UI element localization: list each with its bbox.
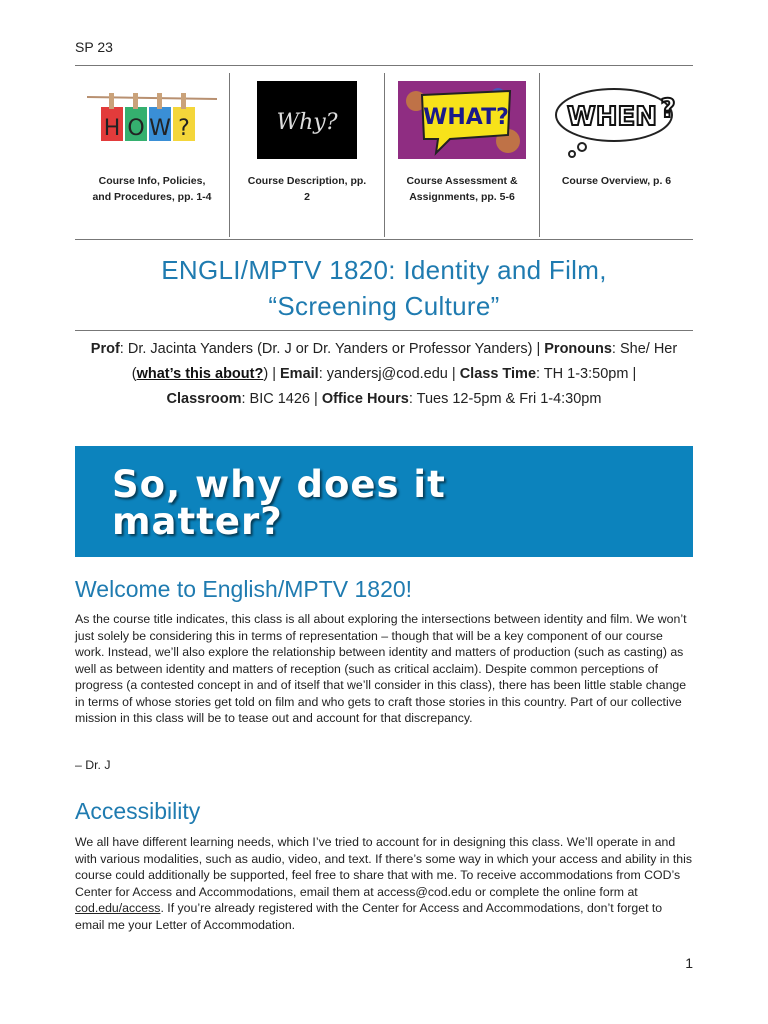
pronouns-link[interactable]: what’s this about? (136, 366, 264, 382)
email-label: Email (280, 366, 319, 382)
accessibility-heading: Accessibility (75, 798, 201, 824)
svg-text:WHEN: WHEN (566, 102, 657, 132)
prof-value: : Dr. Jacinta Yanders (Dr. J or Dr. Yanders or Professor Yanders) | (119, 341, 545, 357)
nav-label-what: Course Assessment & Assignments, pp. 5-6 (406, 175, 518, 203)
office-hours-label: Office Hours (321, 391, 409, 407)
accessibility-text: We all have different learning needs, which I’ve tried to account for in designing this class. We’ll operate in and with various modalities, such as audio, video, and text. If there’s some way in which your access and ability in this course could additionally be supported, feel free to share that with me. To receive accommodations from COD’s Center for Access and Accommodations, email them at access@cod.edu or complete the online form at (75, 835, 692, 899)
nav-label-why: Course Description, pp. 2 (247, 175, 367, 203)
nav-label-when: Course Overview, p. 6 (561, 175, 672, 187)
course-title-line1: ENGLI/MPTV 1820: Identity and Film, (161, 255, 607, 285)
nav-item-what[interactable] (385, 73, 540, 237)
office-hours-value: : Tues 12-5pm & Fri 1-4:30pm (408, 391, 602, 407)
course-title-line2: “Screening Culture” (268, 291, 500, 321)
course-info (75, 337, 693, 412)
svg-text:?: ? (659, 94, 676, 124)
svg-text:W: W (149, 116, 171, 141)
svg-text:H: H (103, 116, 121, 141)
banner-line1: So, why does it (112, 463, 446, 506)
classroom-value: : BIC 1426 | (241, 391, 322, 407)
title-divider (75, 330, 693, 331)
welcome-paragraph: As the course title indicates, this class is all about exploring the intersections between identity and film. We won’t just solely be considering this in terms of representation – though that will be a key component of our course work. Instead, we’ll also explore the relationship between identity and matters of production (such as casting) as well as between identity and matters of reception (such as critical acclaim). Despite common perceptions of progress (a contested concept in and of itself that we’ll consider in this class), there has been little stable change in terms of whose stories get told on film and who gets to craft those stories in this country. Part of our collective mission in this class will be to tease out and account for that discrepancy. (75, 612, 687, 725)
svg-text:Why?: Why? (276, 110, 338, 135)
classroom-label: Classroom (166, 391, 242, 407)
svg-text:O: O (127, 116, 145, 141)
nav-item-why[interactable] (230, 73, 385, 237)
page-number: 1 (685, 955, 693, 971)
nav-item-how[interactable] (75, 73, 230, 237)
pronouns-value: : She/ Her ( (131, 341, 678, 382)
welcome-heading: Welcome to English/MPTV 1820! (75, 576, 413, 602)
semester-label: SP 23 (75, 39, 113, 55)
pronouns-close: ) | (263, 366, 280, 382)
what-sign-image (398, 81, 526, 159)
nav-item-when[interactable] (540, 73, 693, 237)
accessibility-paragraph (75, 834, 693, 933)
svg-text:WHAT?: WHAT? (423, 105, 509, 130)
accessibility-text-end: . If you’re already registered with the Center for Access and Accommodations, don’t forget to email me your Letter of Accommodation. (75, 901, 663, 932)
prof-label: Prof (90, 341, 120, 357)
banner-line2: matter? (112, 500, 283, 543)
course-title (75, 252, 693, 324)
nav-bottom-divider (75, 239, 693, 240)
classtime-value: : TH 1-3:50pm | (536, 366, 637, 382)
when-sign-image (552, 81, 682, 159)
classtime-label: Class Time (459, 366, 537, 382)
how-sign-image (87, 81, 217, 159)
access-link[interactable]: cod.edu/access (75, 901, 161, 915)
why-sign-image (257, 81, 357, 159)
top-divider (75, 65, 693, 66)
nav-label-how: Course Info, Policies, and Procedures, pp. 1-4 (92, 175, 212, 203)
email-value: : yandersj@cod.edu | (318, 366, 460, 382)
pronouns-label: Pronouns (544, 341, 612, 357)
why-matter-banner (75, 446, 693, 557)
svg-text:?: ? (178, 116, 190, 141)
section-nav (75, 73, 693, 239)
syllabus-page (75, 0, 693, 1024)
signature: – Dr. J (75, 758, 111, 772)
